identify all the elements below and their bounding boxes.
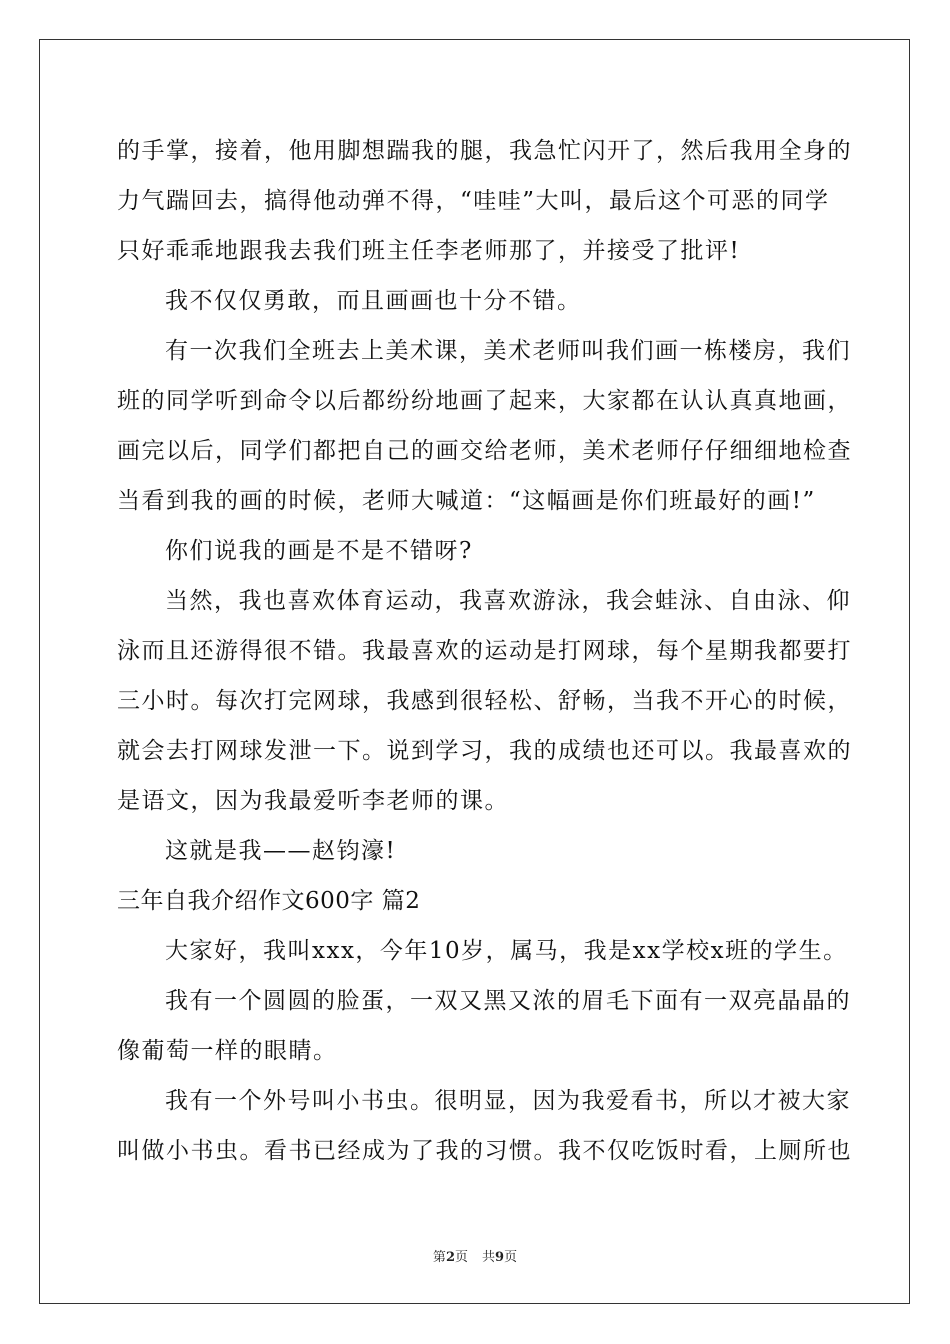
text-line-6: 班的同学听到命令以后都纷纷地画了起来，大家都在认认真真地画， — [117, 388, 852, 414]
page-prefix: 第 — [432, 1250, 446, 1265]
text-line-7: 画完以后，同学们都把自己的画交给老师，美术老师仔仔细细地检查 — [117, 438, 852, 464]
text-line-14: 是语文，因为我最爱听李老师的课。 — [117, 788, 509, 814]
text-line-12: 三小时。每次打完网球，我感到很轻松、舒畅，当我不开心的时候， — [117, 688, 852, 714]
text-line-17: 大家好，我叫xxx，今年10岁，属马，我是xx学校x班的学生。 — [165, 938, 848, 964]
text-line-10: 当然，我也喜欢体育运动，我喜欢游泳，我会蛙泳、自由泳、仰 — [165, 588, 851, 614]
total-prefix: 共 — [482, 1250, 496, 1265]
text-line-3: 只好乖乖地跟我去我们班主任李老师那了，并接受了批评! — [117, 238, 741, 264]
page-number: 2 — [445, 1250, 455, 1265]
text-line-19: 像葡萄一样的眼睛。 — [117, 1038, 338, 1064]
text-line-21: 叫做小书虫。看书已经成为了我的习惯。我不仅吃饭时看，上厕所也 — [117, 1138, 852, 1164]
text-line-18: 我有一个圆圆的脸蛋，一双又黑又浓的眉毛下面有一双亮晶晶的 — [165, 988, 851, 1014]
text-line-1: 的手掌，接着，他用脚想踹我的腿，我急忙闪开了，然后我用全身的 — [117, 138, 852, 164]
text-line-13: 就会去打网球发泄一下。说到学习，我的成绩也还可以。我最喜欢的 — [117, 738, 852, 764]
text-line-11: 泳而且还游得很不错。我最喜欢的运动是打网球，每个星期我都要打 — [117, 638, 852, 664]
total-pages: 9 — [495, 1250, 505, 1265]
text-line-5: 有一次我们全班去上美术课，美术老师叫我们画一栋楼房，我们 — [165, 338, 851, 364]
text-line-4: 我不仅仅勇敢，而且画画也十分不错。 — [165, 288, 582, 314]
section-heading: 三年自我介绍作文600字 篇2 — [117, 888, 421, 914]
text-line-2: 力气踹回去，搞得他动弹不得，“哇哇”大叫，最后这个可恶的同学 — [117, 188, 830, 214]
page-footer — [0, 1246, 950, 1265]
text-line-9: 你们说我的画是不是不错呀? — [165, 538, 473, 564]
text-line-8: 当看到我的画的时候，老师大喊道：“这幅画是你们班最好的画!” — [117, 488, 816, 514]
total-suffix: 页 — [504, 1250, 518, 1265]
text-line-20: 我有一个外号叫小书虫。很明显，因为我爱看书，所以才被大家 — [165, 1088, 851, 1114]
text-line-15: 这就是我——赵钧濠! — [165, 838, 397, 864]
document-body — [117, 126, 852, 1176]
page-suffix: 页 — [454, 1250, 468, 1265]
